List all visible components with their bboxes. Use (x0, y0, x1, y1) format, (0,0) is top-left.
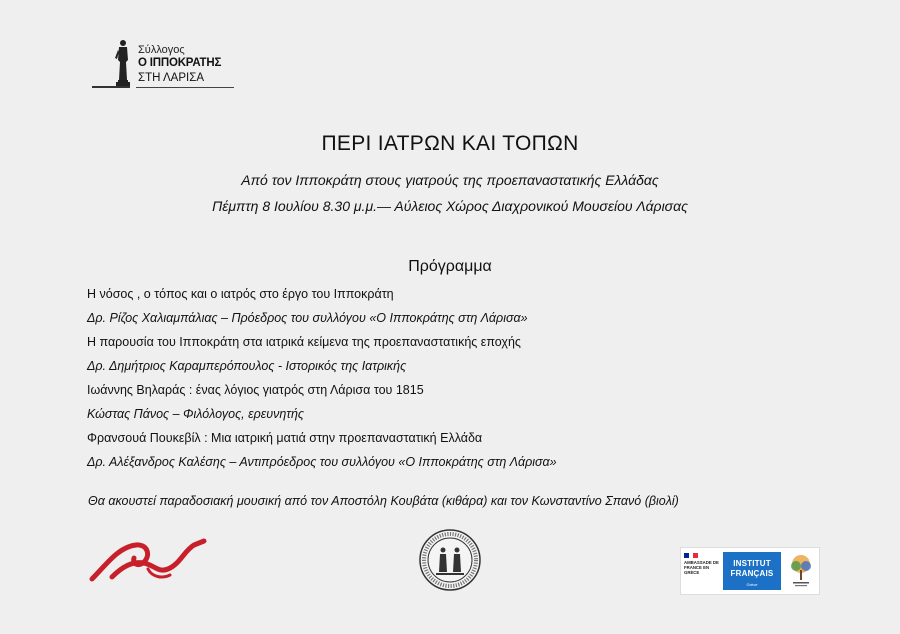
logo-line-2: Ο ΙΠΠΟΚΡΑΤΗΣ (138, 57, 222, 69)
program-speaker: Δρ. Δημήτριος Καραμπερόπουλος - Ιστορικός της Ιατρικής (87, 359, 407, 373)
program-list (87, 285, 847, 477)
program-heading: Πρόγραμμα (408, 258, 492, 275)
institut-line-1: INSTITUT (733, 559, 771, 568)
institut-francais-logo (723, 552, 781, 590)
header-logo (88, 38, 238, 90)
tree-logo-icon (787, 552, 815, 595)
event-subtitle: Από τον Ιπποκράτη στους γιατρούς της προεπαναστατικής Ελλάδας (241, 172, 659, 188)
music-note: Θα ακουστεί παραδοσιακή μουσική από τον Αποστόλη Κουβάτα (κιθάρα) και τον Κωνσταντίνο Σπανό (βιολί) (88, 494, 679, 508)
hippocrates-statue-icon (88, 38, 136, 90)
red-swirl-logo-icon (88, 537, 210, 590)
medical-society-seal-icon (418, 528, 482, 597)
institut-line-2: FRANÇAIS (730, 569, 774, 578)
french-flag-icon (684, 553, 698, 558)
institut-sub: Grèce (746, 582, 758, 587)
event-dateline: Πέμπτη 8 Ιουλίου 8.30 μ.μ.— Αύλειος Χώρος Διαχρονικού Μουσείου Λάρισας (212, 198, 688, 214)
logo-line-3: ΣΤΗ ΛΑΡΙΣΑ (138, 72, 204, 84)
program-talk: Φρανσουά Πουκεβίλ : Μια ιατρική ματιά στην προεπαναστατική Ελλάδα (87, 431, 483, 445)
sponsor-logos (680, 547, 820, 595)
embassy-label: AMBASSADE DE FRANCE EN GRÈCE (684, 560, 719, 575)
logo-underline (136, 87, 234, 88)
event-title: ΠΕΡΙ ΙΑΤΡΩΝ ΚΑΙ ΤΟΠΩΝ (321, 132, 579, 155)
logo-line-1: Σύλλογος (138, 44, 185, 56)
program-talk: Η παρουσία του Ιπποκράτη στα ιατρικά κείμενα της προεπαναστατικής εποχής (87, 335, 521, 349)
program-talk: Ιωάννης Βηλαράς : ένας λόγιος γιατρός στη Λάρισα του 1815 (87, 383, 424, 397)
program-talk: Η νόσος , ο τόπος και ο ιατρός στο έργο του Ιπποκράτη (87, 287, 394, 301)
program-speaker: Δρ. Ρίζος Χαλιαμπάλιας – Πρόεδρος του συλλόγου «Ο Ιπποκράτης στη Λάρισα» (87, 311, 528, 325)
program-speaker: Κώστας Πάνος – Φιλόλογος, ερευνητής (87, 407, 304, 421)
program-speaker: Δρ. Αλέξανδρος Καλέσης – Αντιπρόεδρος του συλλόγου «Ο Ιπποκράτης στη Λάρισα» (87, 455, 557, 469)
